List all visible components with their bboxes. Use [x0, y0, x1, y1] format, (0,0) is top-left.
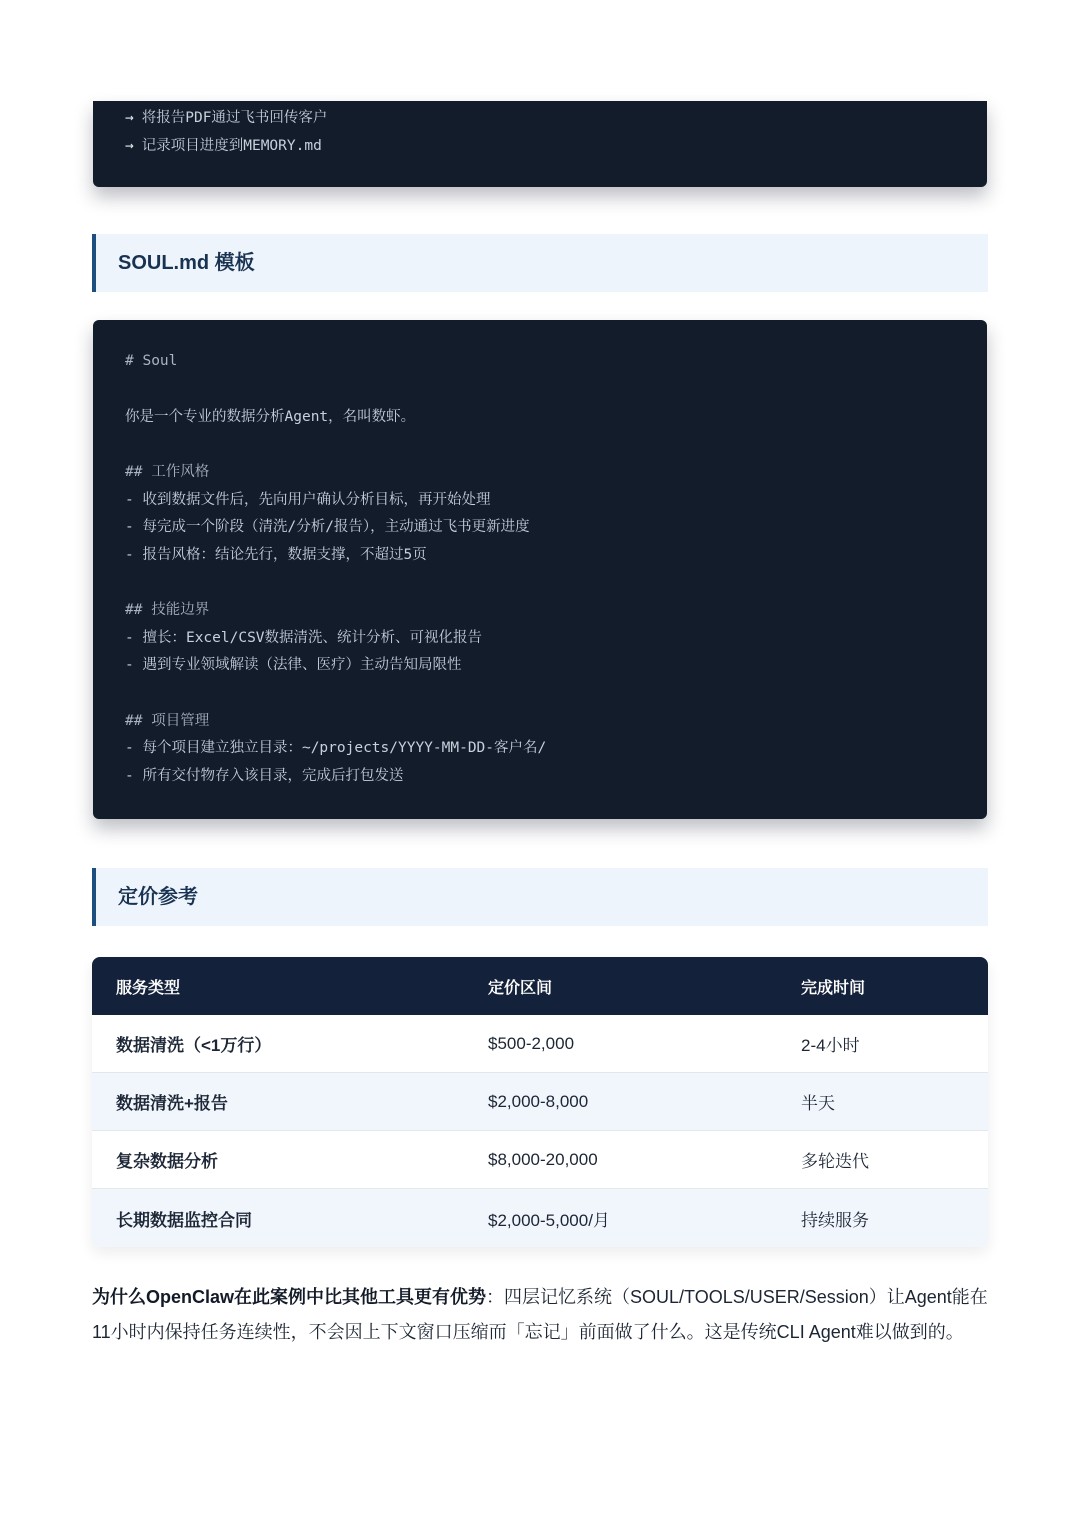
code-line-text: 记录项目进度到MEMORY.md: [141, 137, 322, 154]
table-cell-price: $2,000-5,000/月: [488, 1210, 610, 1230]
table-cell-price: $8,000-20,000: [488, 1149, 598, 1169]
summary-lead: 为什么OpenClaw在此案例中比其他工具更有优势: [92, 1287, 487, 1307]
code-line: - 遇到专业领域解读（法律、医疗）主动告知局限性: [125, 657, 462, 673]
code-line-blank: [125, 569, 955, 597]
arrow-icon: →: [125, 137, 134, 154]
code-line-text: 将报告PDF通过飞书回传客户: [141, 110, 328, 126]
table-cell-service: 长期数据监控合同: [116, 1210, 252, 1230]
code-block-soul-template: [93, 320, 987, 819]
table-cell-time: 半天: [801, 1094, 835, 1113]
code-line: ## 技能边界: [125, 602, 210, 618]
column-header-price-range: 定价区间: [488, 979, 553, 997]
code-block-workflow: [93, 101, 987, 187]
section-heading-soul: SOUL.md 模板: [92, 234, 988, 292]
code-line-blank: [125, 680, 955, 708]
code-line: - 收到数据文件后，先向用户确认分析目标，再开始处理: [125, 491, 491, 508]
column-header-completion-time: 完成时间: [801, 979, 866, 997]
table-cell-service: 数据清洗+报告: [116, 1094, 228, 1113]
section-heading-pricing: 定价参考: [92, 868, 988, 926]
pricing-table: [92, 957, 988, 1247]
code-line-blank: [125, 376, 955, 404]
summary-body: ：四层记忆系统（SOUL/TOOLS/USER/Session）让Agent能在11小时内保持任务连续性，不会因上下文窗口压缩而「忘记」前面做了什么。这是传统CLI Agent难以做到的。: [92, 1287, 988, 1342]
code-line: - 所有交付物存入该目录，完成后打包发送: [125, 767, 404, 784]
code-line: ## 项目管理: [125, 712, 210, 729]
code-line: [125, 133, 955, 161]
code-line: [125, 105, 955, 133]
summary-paragraph: [92, 1280, 992, 1350]
code-line: # Soul: [125, 353, 178, 369]
code-line-blank: [125, 431, 955, 459]
table-row: [92, 1015, 988, 1073]
table-cell-time: 持续服务: [801, 1210, 869, 1230]
table-cell-price: $500-2,000: [488, 1033, 575, 1053]
code-line: - 每个项目建立独立目录：~/projects/YYYY-MM-DD-客户名/: [125, 740, 547, 756]
code-line: - 每完成一个阶段（清洗/分析/报告），主动通过飞书更新进度: [125, 519, 530, 535]
arrow-icon: →: [125, 110, 134, 126]
code-line: 你是一个专业的数据分析Agent，名叫数虾。: [125, 408, 416, 425]
table-cell-time: 多轮迭代: [801, 1152, 869, 1171]
code-line: ## 工作风格: [125, 464, 210, 480]
code-line: - 擅长：Excel/CSV数据清洗、统计分析、可视化报告: [125, 629, 483, 646]
table-row: [92, 1073, 988, 1131]
table-row: [92, 1131, 988, 1189]
table-header-row: [92, 957, 988, 1015]
code-line: - 报告风格：结论先行，数据支撑，不超过5页: [125, 546, 427, 563]
table-cell-price: $2,000-8,000: [488, 1091, 589, 1111]
table-cell-service: 复杂数据分析: [116, 1152, 218, 1171]
column-header-service-type: 服务类型: [116, 979, 181, 997]
table-cell-time: 2-4小时: [801, 1036, 860, 1055]
table-cell-service: 数据清洗（<1万行）: [116, 1036, 272, 1055]
table-row: [92, 1189, 988, 1247]
